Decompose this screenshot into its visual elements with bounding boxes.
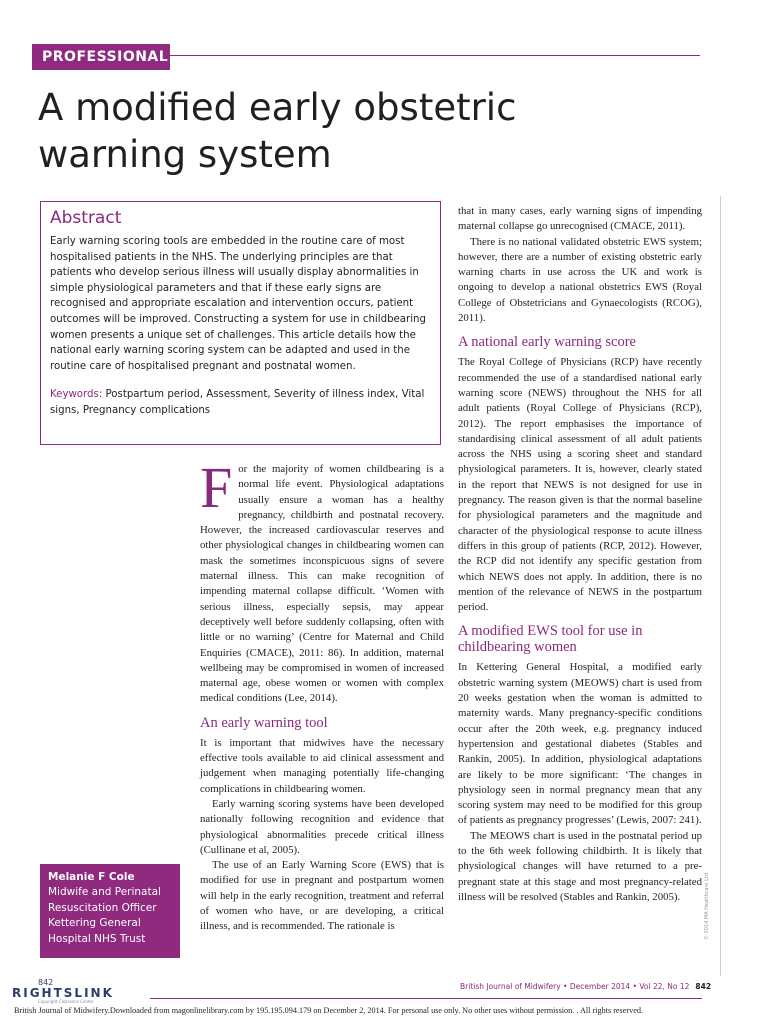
logo-sub: Copyright Clearance Center (38, 999, 94, 1004)
author-role: Midwife and Perinatal Resuscitation Officer Kettering General Hospital NHS Trust (48, 886, 161, 945)
section-heading-early-warning-tool: An early warning tool (200, 714, 328, 731)
journal-footer (460, 982, 712, 991)
abstract-box (40, 201, 441, 445)
paragraph: The use of an Early Warning Score (EWS) that is modified for use in pregnant and postpartum women will help in the early recognition, treatment and referral of women who have, or are developing, a critical illness, and is recommended. The rationale is (200, 859, 444, 933)
keywords (50, 387, 432, 418)
right-column (458, 204, 702, 905)
download-note: British Journal of Midwifery.Downloaded from magonlinelibrary.com by 195.195.094.179 on December 2, 2014. For personal use only. No other uses without permission. . All rights reserved. (14, 1006, 643, 1015)
keywords-label: Keywords: (50, 389, 103, 401)
header-rule (170, 55, 700, 56)
abstract-body: Early warning scoring tools are embedded in the routine care of most hospitalised patients in the NHS. The underlying principles are that patients who develop serious illness will usually display abnormalities in simple physiological parameters and that if these early signs are recognised and appropriate escalation and intervention occurs, patient outcomes will be improved. Constructing a system for use in childbearing women presents a unique set of challenges. This article details how the national early warning scoring system can be adapted and used in the routine care of hospitalised pregnant and postnatal women. (50, 236, 426, 372)
logo-word: RIGHTSLINK (12, 986, 114, 1000)
paragraph: In Kettering General Hospital, a modified early obstetric warning system (MEOWS) chart is used from 20 weeks gestation when the woman is admitted to maternity wards. Many pregnancy-specific conditions occur after the 20th week, e.g. pregnancy induced hypertension and gestational diabetes (Stables and Rankin, 2005). In addition, physiological adaptations are likely to be more significant: ‘The changes in physiology seen in normal pregnancy mean that any scoring system may need to be modified for this group of patients as pregnancy progresses’ (Lewis, 2007: 241). (458, 661, 702, 827)
section-heading-national-ews: A national early warning score (458, 334, 636, 351)
author-name: Melanie F Cole (48, 871, 135, 883)
section-tag: PROFESSIONAL (32, 44, 170, 70)
paragraph: Early warning scoring systems have been developed nationally following recognition and evidence that physiological abnormalities precede critical illness (Cullinane et al, 2005). (200, 797, 444, 856)
abstract-heading: Abstract (50, 208, 122, 228)
article-title: A modified early obstetric warning system (38, 86, 517, 176)
side-copyright: © 2014 MA Healthcare Ltd (704, 873, 710, 940)
logo-code: 842 (38, 978, 54, 987)
intro-paragraph (200, 455, 444, 707)
author-box (40, 864, 180, 958)
footer-rule (150, 998, 702, 999)
paragraph: The MEOWS chart is used in the postnatal period up to the 6th week following childbirth. It is likely that physiological changes will have returned to a pre-pregnant state at this stage and most pregnancy-related illness will be resolved (Stables and Rankin, 2005). (458, 829, 702, 903)
middle-column (200, 455, 444, 935)
keywords-list: Postpartum period, Assessment, Severity of illness index, Vital signs, Pregnancy complications (50, 389, 425, 416)
intro-text: or the majority of women childbearing is a normal life event. Physiological adaptations usually ensure a woman has a healthy pregnancy, childbirth and postnatal recovery. However, the increased cardiovascular reserves and other physiological changes in childbearing women can mask the sometimes inconspicuous signs of severe maternal illness. This can make recognition of impending maternal collapse difficult. ‘Women with serious illness, especially sepsis, may appear deceptively well before suddenly collapsing, often with little or no warning’ (Centre for Maternal and Child Enquiries (CMACE), 2011: 86). In addition, maternal wellbeing may be compromised in women of increased maternal age, obese women or women with complex medical conditions (Lee, 2014). (200, 463, 444, 705)
dropcap: F (200, 455, 233, 520)
rightslink-logo[interactable] (8, 978, 148, 1004)
section-heading-modified-ews: A modified EWS tool for use in childbearing women (458, 623, 643, 656)
side-rule (720, 196, 721, 976)
paragraph: There is no national validated obstetric EWS system; however, there are a number of existing obstetric early warning charts in use across the UK and work is ongoing to develop a national obstetrics EWS (Royal College of Obstetricians and Gynaecologists (RCOG), 2011). (458, 235, 702, 325)
page-number: 842 (695, 982, 712, 991)
paragraph: that in many cases, early warning signs of impending maternal collapse go unrecognised (CMACE, 2011). (458, 205, 702, 233)
paragraph: The Royal College of Physicians (RCP) have recently recommended the use of a standardised national early warning score (NEWS) throughout the NHS for all adult patients (Royal College of Physicians (RCP), 2012). The report emphasises the importance of standardising clinical assessment of all adult patients across the NHS using a scoring sheet and standard physiological parameters. It is, however, clearly stated in the report that NEWS is not designed for use in pregnancy. The reason given is that the normal baseline for physiological parameters and the magnitude and character of the physiological response to acute illness differs in this group of patients (RCP, 2012). However, the RCP did not identify any specific gestation from which NEWS does not apply. In addition, there is no mention of the relevance of NEWS in the postpartum period. (458, 356, 702, 614)
journal-citation: British Journal of Midwifery • December 2014 • Vol 22, No 12 (460, 982, 690, 991)
paragraph: It is important that midwives have the necessary effective tools available to aid clinical assessment and judgement when managing potentially life-changing complications in childbearing women. (200, 736, 444, 795)
